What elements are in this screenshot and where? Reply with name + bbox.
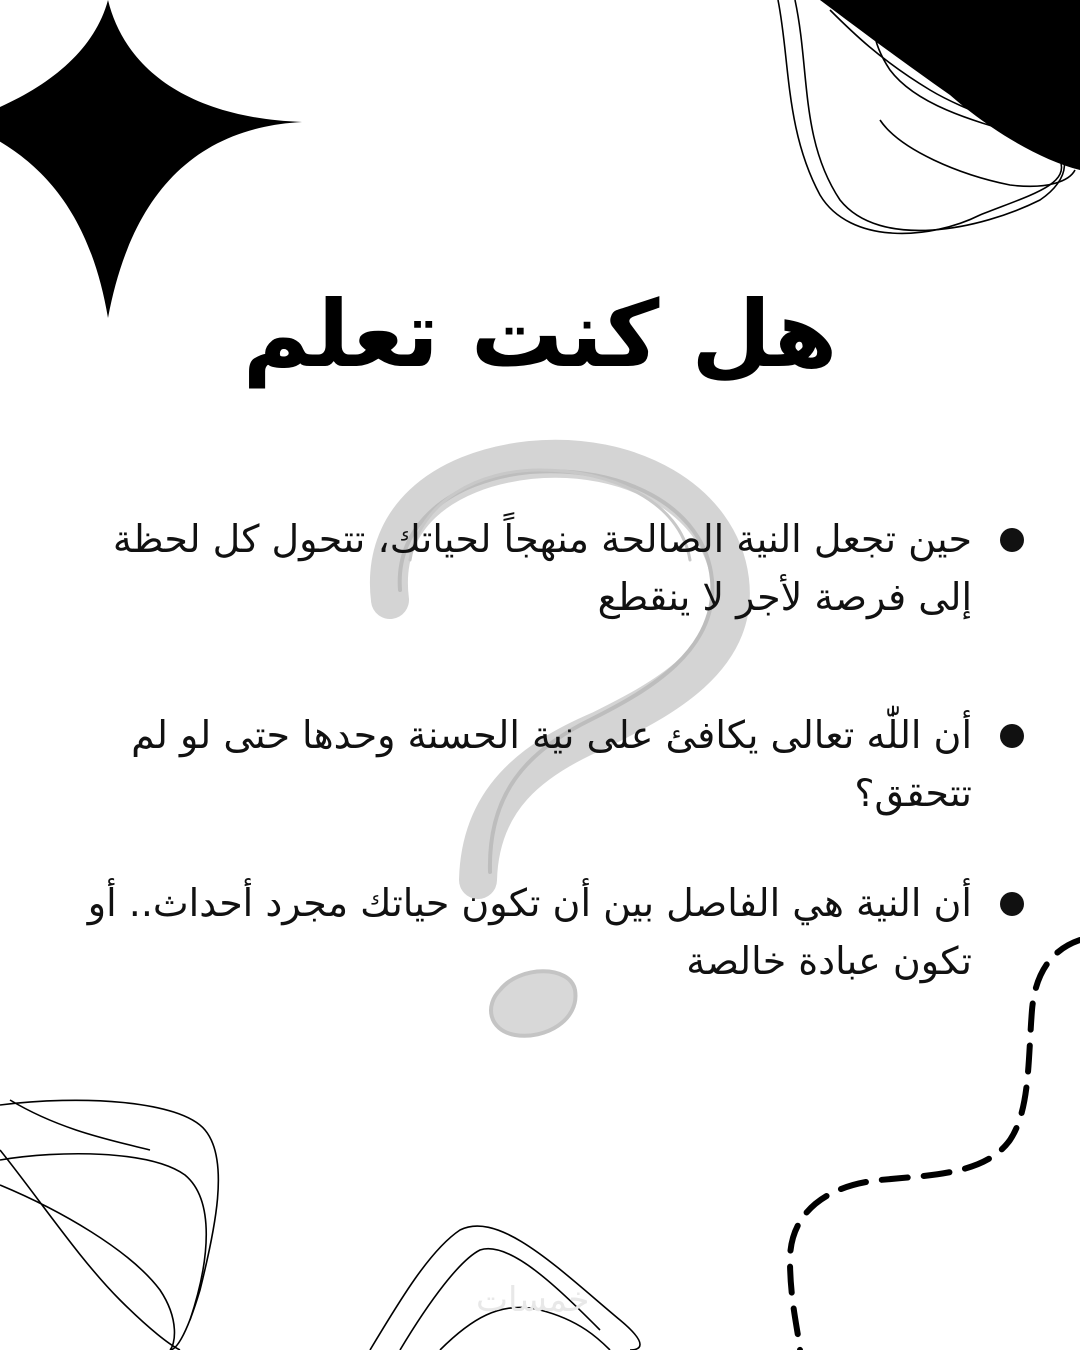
fact-item	[72, 510, 990, 626]
watermark: خمسات	[476, 1280, 590, 1320]
bullet-icon	[1000, 528, 1024, 552]
fact-item	[12, 874, 990, 990]
fact-text: أن النية هي الفاصل بين أن تكون حياتك مجرد أحداث.. أو تكون عبادة خالصة	[87, 881, 972, 983]
page-title: هل كنت تعلم	[242, 281, 838, 388]
bullet-icon	[1000, 892, 1024, 916]
top-right-blob	[820, 0, 1080, 170]
fact-item	[92, 706, 990, 822]
fact-text: حين تجعل النية الصالحة منهجاً لحياتك، تتحول كل لحظة إلى فرصة لأجر لا ينقطع	[112, 517, 972, 619]
bottom-left-scribble	[0, 1100, 218, 1350]
dashed-path	[790, 940, 1080, 1350]
bullet-icon	[1000, 724, 1024, 748]
fact-text: أن اللّٰه تعالى يكافئ على نية الحسنة وحدها حتى لو لم تتحقق؟	[131, 713, 972, 815]
